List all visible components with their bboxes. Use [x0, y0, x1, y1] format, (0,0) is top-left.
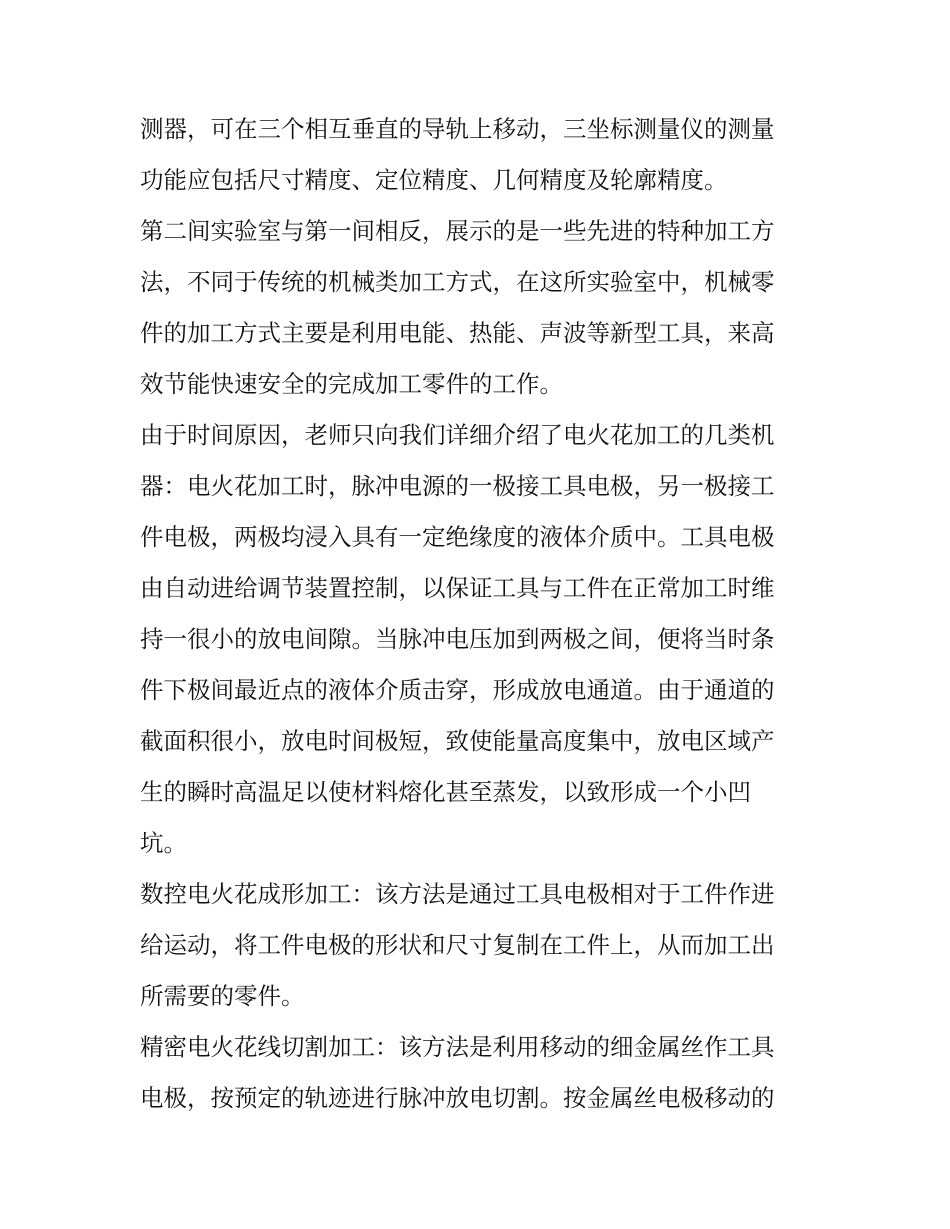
text-line: 给运动，将工件电极的形状和尺寸复制在工件上，从而加工出 [140, 931, 775, 959]
text-line: 精密电火花线切割加工：该方法是利用移动的细金属丝作工具 [140, 1033, 775, 1061]
text-line: 功能应包括尺寸精度、定位精度、几何精度及轮廓精度。 [140, 166, 728, 194]
text-line: 持一很小的放电间隙。当脉冲电压加到两极之间，便将当时条 [140, 625, 775, 653]
text-line: 测器，可在三个相互垂直的导轨上移动，三坐标测量仪的测量 [140, 115, 775, 143]
text-line: 所需要的零件。 [140, 982, 305, 1010]
text-line: 件电极，两极均浸入具有一定绝缘度的液体介质中。工具电极 [140, 523, 775, 551]
text-line: 第二间实验室与第一间相反，展示的是一些先进的特种加工方 [140, 217, 775, 245]
text-line: 截面积很小，放电时间极短，致使能量高度集中，放电区域产 [140, 727, 775, 755]
text-line: 生的瞬时高温足以使材料熔化甚至蒸发，以致形成一个小凹 [140, 778, 751, 806]
text-line: 器：电火花加工时，脉冲电源的一极接工具电极，另一极接工 [140, 472, 775, 500]
document-body [140, 104, 830, 1124]
text-line: 件的加工方式主要是利用电能、热能、声波等新型工具，来高 [140, 319, 775, 347]
text-line: 效节能快速安全的完成加工零件的工作。 [140, 370, 563, 398]
text-line: 电极，按预定的轨迹进行脉冲放电切割。按金属丝电极移动的 [140, 1084, 775, 1112]
text-line: 法，不同于传统的机械类加工方式，在这所实验室中，机械零 [140, 268, 775, 296]
text-line: 由自动进给调节装置控制，以保证工具与工件在正常加工时维 [140, 574, 775, 602]
text-line: 由于时间原因，老师只向我们详细介绍了电火花加工的几类机 [140, 421, 775, 449]
text-line: 坑。 [140, 829, 187, 857]
text-line: 件下极间最近点的液体介质击穿，形成放电通道。由于通道的 [140, 676, 775, 704]
text-line: 数控电火花成形加工：该方法是通过工具电极相对于工件作进 [140, 880, 775, 908]
